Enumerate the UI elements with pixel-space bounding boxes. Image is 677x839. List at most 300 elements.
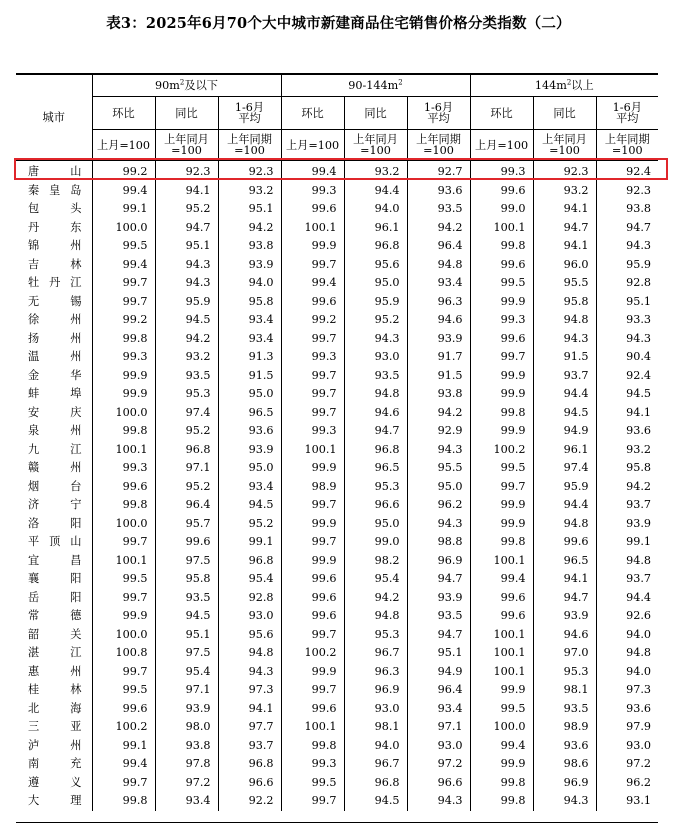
index-value: 99.3 — [470, 161, 533, 182]
index-value: 95.2 — [155, 422, 218, 441]
index-value: 94.7 — [533, 589, 596, 608]
index-value: 92.3 — [596, 182, 658, 201]
index-value: 94.0 — [344, 200, 407, 219]
index-value: 99.3 — [92, 459, 155, 478]
index-value: 99.6 — [281, 570, 344, 589]
index-value: 93.5 — [407, 200, 470, 219]
index-value: 97.5 — [155, 552, 218, 571]
index-value: 99.9 — [281, 663, 344, 682]
group-header-medium: $90-144m^2$ — [281, 75, 470, 97]
index-value: 96.8 — [344, 237, 407, 256]
index-value: 100.0 — [92, 626, 155, 645]
table-row — [16, 459, 658, 478]
index-value: 99.4 — [470, 570, 533, 589]
table-row — [16, 404, 658, 423]
yoy-base-header: 上年同月 =100 — [155, 130, 218, 161]
group-header-small: $90m^2$及以下 — [92, 75, 281, 97]
table-row — [16, 552, 658, 571]
table-row — [16, 441, 658, 460]
index-value: 95.1 — [218, 200, 281, 219]
index-value: 93.9 — [533, 607, 596, 626]
index-value: 98.8 — [407, 533, 470, 552]
index-value: 99.9 — [470, 755, 533, 774]
index-value: 99.5 — [92, 681, 155, 700]
city-name: 泸 州 — [28, 738, 82, 752]
index-value: 96.4 — [407, 237, 470, 256]
index-value: 94.2 — [407, 404, 470, 423]
city-column-header: 城市 — [16, 75, 92, 161]
table-row — [16, 385, 658, 404]
index-value: 94.3 — [596, 330, 658, 349]
index-value: 99.9 — [470, 367, 533, 386]
index-value: 94.2 — [344, 589, 407, 608]
index-value: 93.6 — [596, 422, 658, 441]
index-value: 100.0 — [470, 718, 533, 737]
index-value: 95.4 — [155, 663, 218, 682]
city-name: 牡 丹 江 — [28, 276, 82, 289]
index-value: 100.1 — [470, 219, 533, 238]
index-value: 97.8 — [155, 755, 218, 774]
index-value: 93.9 — [218, 256, 281, 275]
index-value: 95.3 — [155, 385, 218, 404]
index-value: 98.9 — [533, 718, 596, 737]
index-value: 99.6 — [155, 533, 218, 552]
index-value: 99.7 — [281, 404, 344, 423]
index-value: 95.4 — [218, 570, 281, 589]
city-name: 丹 东 — [28, 220, 82, 234]
city-name: 锦 州 — [28, 239, 82, 252]
index-value: 97.1 — [155, 681, 218, 700]
index-value: 93.0 — [596, 737, 658, 756]
index-value: 99.7 — [92, 533, 155, 552]
city-name: 岳 阳 — [28, 590, 82, 604]
index-value: 98.1 — [344, 718, 407, 737]
index-value: 94.3 — [533, 330, 596, 349]
avg-base-header: 上年同期 =100 — [596, 130, 658, 161]
index-value: 92.4 — [596, 367, 658, 386]
mom-header: 环比 — [92, 97, 155, 130]
index-value: 99.6 — [533, 533, 596, 552]
half-year-avg-header: 1-6月 平均 — [218, 97, 281, 130]
index-value: 99.5 — [470, 274, 533, 293]
city-name: 济 宁 — [28, 498, 82, 511]
index-value: 99.6 — [92, 478, 155, 497]
index-value: 93.0 — [344, 348, 407, 367]
table-row — [16, 718, 658, 737]
index-value: 99.7 — [92, 774, 155, 793]
index-value: 100.1 — [470, 644, 533, 663]
city-name: 蚌 埠 — [28, 387, 82, 400]
index-value: 94.5 — [218, 496, 281, 515]
index-value: 92.2 — [218, 792, 281, 811]
index-value: 94.7 — [344, 422, 407, 441]
index-value: 99.6 — [281, 607, 344, 626]
index-value: 99.6 — [470, 607, 533, 626]
index-value: 99.6 — [281, 293, 344, 312]
avg-base-header: 上年同期 =100 — [407, 130, 470, 161]
index-value: 99.5 — [92, 237, 155, 256]
index-value: 94.6 — [533, 626, 596, 645]
index-value: 99.8 — [92, 496, 155, 515]
city-name: 三 亚 — [28, 720, 82, 733]
half-year-avg-header: 1-6月 平均 — [407, 97, 470, 130]
index-value: 91.7 — [407, 348, 470, 367]
index-value: 99.8 — [470, 237, 533, 256]
index-value: 92.4 — [596, 161, 658, 182]
index-value: 100.2 — [281, 644, 344, 663]
index-value: 94.1 — [155, 182, 218, 201]
index-value: 99.9 — [470, 515, 533, 534]
index-value: 99.8 — [470, 774, 533, 793]
index-value: 96.1 — [344, 219, 407, 238]
index-value: 99.3 — [92, 348, 155, 367]
index-value: 99.3 — [470, 311, 533, 330]
index-value: 94.1 — [533, 200, 596, 219]
index-value: 93.7 — [533, 367, 596, 386]
index-value: 100.0 — [92, 404, 155, 423]
yoy-header: 同比 — [344, 97, 407, 130]
city-name: 南 充 — [28, 757, 82, 770]
index-value: 100.1 — [470, 663, 533, 682]
index-value: 99.7 — [281, 330, 344, 349]
table-row — [16, 774, 658, 793]
index-value: 99.7 — [281, 792, 344, 811]
index-value: 99.9 — [281, 552, 344, 571]
index-value: 96.8 — [344, 441, 407, 460]
table-row — [16, 533, 658, 552]
index-value: 99.2 — [281, 311, 344, 330]
index-value: 100.8 — [92, 644, 155, 663]
index-value: 95.8 — [596, 459, 658, 478]
city-name: 扬 州 — [28, 331, 82, 345]
yoy-base-header: 上年同月 =100 — [533, 130, 596, 161]
table-row — [16, 274, 658, 293]
index-value: 99.6 — [92, 700, 155, 719]
index-value: 99.6 — [281, 700, 344, 719]
index-value: 93.6 — [218, 422, 281, 441]
index-value: 94.1 — [533, 237, 596, 256]
index-value: 98.0 — [155, 718, 218, 737]
index-value: 99.7 — [470, 478, 533, 497]
half-year-avg-header: 1-6月 平均 — [596, 97, 658, 130]
index-value: 99.3 — [281, 422, 344, 441]
index-value: 100.1 — [470, 552, 533, 571]
index-value: 94.8 — [596, 552, 658, 571]
index-value: 96.0 — [533, 256, 596, 275]
city-name: 遵 义 — [28, 775, 82, 789]
city-name: 大 理 — [28, 794, 82, 807]
index-value: 99.7 — [92, 663, 155, 682]
index-value: 100.2 — [92, 718, 155, 737]
index-value: 94.8 — [596, 644, 658, 663]
index-value: 94.7 — [407, 626, 470, 645]
index-value: 93.5 — [407, 607, 470, 626]
table-row — [16, 589, 658, 608]
index-value: 93.3 — [596, 311, 658, 330]
index-value: 96.7 — [344, 644, 407, 663]
index-value: 99.6 — [470, 256, 533, 275]
index-value: 94.1 — [218, 700, 281, 719]
city-name: 无 锡 — [28, 294, 82, 308]
index-value: 94.4 — [533, 496, 596, 515]
index-value: 99.9 — [92, 367, 155, 386]
index-value: 94.5 — [344, 792, 407, 811]
index-value: 95.2 — [155, 200, 218, 219]
index-value: 99.7 — [92, 274, 155, 293]
index-value: 95.0 — [218, 385, 281, 404]
index-value: 97.2 — [407, 755, 470, 774]
index-value: 99.7 — [470, 348, 533, 367]
index-value: 94.1 — [596, 404, 658, 423]
city-name: 韶 关 — [28, 627, 82, 641]
index-value: 100.1 — [470, 626, 533, 645]
index-value: 95.3 — [344, 478, 407, 497]
table-row — [16, 293, 658, 312]
table-row — [16, 311, 658, 330]
index-value: 100.1 — [281, 441, 344, 460]
index-value: 94.7 — [533, 219, 596, 238]
index-value: 99.2 — [92, 161, 155, 182]
index-value: 94.2 — [407, 219, 470, 238]
index-value: 92.3 — [533, 161, 596, 182]
index-value: 99.4 — [92, 256, 155, 275]
index-value: 99.7 — [281, 626, 344, 645]
index-value: 99.9 — [470, 385, 533, 404]
city-name: 洛 阳 — [28, 516, 82, 530]
index-value: 93.6 — [596, 700, 658, 719]
index-value: 96.2 — [596, 774, 658, 793]
index-value: 94.8 — [218, 644, 281, 663]
index-value: 93.2 — [218, 182, 281, 201]
index-value: 99.8 — [470, 792, 533, 811]
index-value: 96.9 — [344, 681, 407, 700]
index-value: 96.7 — [344, 755, 407, 774]
index-value: 95.0 — [344, 274, 407, 293]
index-value: 95.1 — [155, 237, 218, 256]
index-value: 91.5 — [407, 367, 470, 386]
table-row — [16, 422, 658, 441]
index-value: 94.5 — [155, 311, 218, 330]
mom-base-header: 上月=100 — [92, 130, 155, 161]
index-value: 95.7 — [155, 515, 218, 534]
index-value: 94.2 — [596, 478, 658, 497]
index-value: 96.4 — [155, 496, 218, 515]
index-value: 93.5 — [155, 589, 218, 608]
index-value: 99.0 — [470, 200, 533, 219]
index-value: 93.0 — [344, 700, 407, 719]
index-value: 94.3 — [155, 256, 218, 275]
index-value: 99.8 — [92, 792, 155, 811]
index-value: 100.1 — [281, 718, 344, 737]
city-name: 北 海 — [28, 701, 82, 715]
table-row — [16, 644, 658, 663]
city-name: 九 江 — [28, 442, 82, 456]
index-value: 96.8 — [218, 552, 281, 571]
index-value: 95.8 — [533, 293, 596, 312]
index-value: 93.5 — [533, 700, 596, 719]
index-value: 94.4 — [596, 589, 658, 608]
table-row — [16, 367, 658, 386]
index-value: 95.5 — [533, 274, 596, 293]
index-value: 96.1 — [533, 441, 596, 460]
index-value: 99.3 — [281, 348, 344, 367]
table-row — [16, 478, 658, 497]
index-value: 95.8 — [218, 293, 281, 312]
index-value: 94.8 — [344, 385, 407, 404]
yoy-base-header: 上年同月 =100 — [344, 130, 407, 161]
index-value: 96.8 — [155, 441, 218, 460]
index-value: 94.6 — [407, 311, 470, 330]
index-value: 93.9 — [407, 589, 470, 608]
index-value: 99.7 — [92, 589, 155, 608]
city-name: 吉 林 — [28, 257, 82, 271]
city-name: 秦 皇 岛 — [28, 183, 82, 197]
index-value: 96.2 — [407, 496, 470, 515]
index-value: 94.3 — [155, 274, 218, 293]
index-value: 98.9 — [281, 478, 344, 497]
index-value: 95.9 — [596, 256, 658, 275]
table-row — [16, 663, 658, 682]
index-value: 99.6 — [281, 589, 344, 608]
index-value: 94.2 — [218, 219, 281, 238]
avg-base-header: 上年同期 =100 — [218, 130, 281, 161]
table-row — [16, 237, 658, 256]
index-value: 92.9 — [407, 422, 470, 441]
index-value: 93.8 — [407, 385, 470, 404]
index-value: 95.1 — [407, 644, 470, 663]
index-value: 93.2 — [155, 348, 218, 367]
index-value: 93.0 — [407, 737, 470, 756]
index-value: 92.8 — [218, 589, 281, 608]
index-value: 94.9 — [407, 663, 470, 682]
mom-base-header: 上月=100 — [470, 130, 533, 161]
index-value: 99.3 — [281, 755, 344, 774]
table-row — [16, 256, 658, 275]
index-value: 93.1 — [596, 792, 658, 811]
index-value: 99.5 — [92, 570, 155, 589]
index-value: 95.2 — [344, 311, 407, 330]
index-value: 97.3 — [596, 681, 658, 700]
index-value: 100.0 — [92, 515, 155, 534]
index-value: 95.2 — [155, 478, 218, 497]
index-value: 99.4 — [92, 755, 155, 774]
index-value: 94.3 — [344, 330, 407, 349]
table-row — [16, 681, 658, 700]
index-value: 96.6 — [407, 774, 470, 793]
index-value: 95.5 — [407, 459, 470, 478]
table-row — [16, 515, 658, 534]
index-value: 100.0 — [92, 219, 155, 238]
index-value: 96.3 — [407, 293, 470, 312]
city-name: 包 头 — [28, 202, 82, 215]
index-value: 94.3 — [218, 663, 281, 682]
index-value: 99.9 — [281, 237, 344, 256]
index-value: 96.5 — [533, 552, 596, 571]
index-value: 94.3 — [407, 792, 470, 811]
index-value: 91.5 — [218, 367, 281, 386]
index-value: 94.5 — [155, 607, 218, 626]
index-value: 95.8 — [155, 570, 218, 589]
index-value: 93.4 — [407, 274, 470, 293]
index-value: 95.6 — [218, 626, 281, 645]
index-value: 97.3 — [218, 681, 281, 700]
index-value: 97.7 — [218, 718, 281, 737]
index-value: 99.7 — [281, 681, 344, 700]
table-row — [16, 161, 658, 182]
price-index-table — [16, 74, 658, 811]
index-value: 95.4 — [344, 570, 407, 589]
index-value: 97.5 — [155, 644, 218, 663]
index-value: 94.7 — [407, 570, 470, 589]
index-value: 98.1 — [533, 681, 596, 700]
index-value: 94.5 — [596, 385, 658, 404]
city-name: 桂 林 — [28, 683, 82, 696]
index-value: 96.8 — [344, 774, 407, 793]
index-value: 93.2 — [344, 161, 407, 182]
index-value: 95.0 — [218, 459, 281, 478]
table-row — [16, 182, 658, 201]
index-value: 99.9 — [470, 422, 533, 441]
index-value: 99.6 — [470, 330, 533, 349]
index-value: 98.6 — [533, 755, 596, 774]
index-value: 99.7 — [281, 256, 344, 275]
index-value: 95.9 — [533, 478, 596, 497]
index-value: 93.4 — [218, 478, 281, 497]
index-value: 97.0 — [533, 644, 596, 663]
index-value: 94.8 — [407, 256, 470, 275]
index-value: 99.9 — [470, 496, 533, 515]
table-row — [16, 607, 658, 626]
index-value: 92.6 — [596, 607, 658, 626]
table-row — [16, 570, 658, 589]
index-value: 99.8 — [470, 533, 533, 552]
index-value: 96.6 — [218, 774, 281, 793]
index-value: 97.4 — [155, 404, 218, 423]
index-value: 99.7 — [281, 367, 344, 386]
index-value: 99.7 — [92, 293, 155, 312]
index-value: 99.6 — [470, 589, 533, 608]
index-value: 97.1 — [155, 459, 218, 478]
table-row — [16, 755, 658, 774]
table-row — [16, 626, 658, 645]
index-value: 94.8 — [344, 607, 407, 626]
index-value: 99.9 — [281, 515, 344, 534]
index-value: 99.9 — [470, 293, 533, 312]
index-value: 99.1 — [92, 200, 155, 219]
index-value: 96.9 — [533, 774, 596, 793]
index-value: 94.8 — [533, 311, 596, 330]
index-value: 94.3 — [533, 792, 596, 811]
index-value: 99.9 — [281, 459, 344, 478]
index-value: 94.6 — [344, 404, 407, 423]
index-value: 94.3 — [596, 237, 658, 256]
mom-header: 环比 — [281, 97, 344, 130]
city-name: 泉 州 — [28, 424, 82, 437]
index-value: 91.5 — [533, 348, 596, 367]
index-value: 94.0 — [596, 626, 658, 645]
index-value: 99.8 — [92, 330, 155, 349]
index-value: 99.7 — [281, 496, 344, 515]
mom-header: 环比 — [470, 97, 533, 130]
city-name: 湛 江 — [28, 646, 82, 659]
index-value: 99.4 — [470, 737, 533, 756]
index-value: 96.4 — [407, 681, 470, 700]
index-value: 93.7 — [596, 496, 658, 515]
index-value: 99.5 — [470, 700, 533, 719]
index-value: 92.8 — [596, 274, 658, 293]
index-value: 93.5 — [155, 367, 218, 386]
index-value: 94.0 — [596, 663, 658, 682]
